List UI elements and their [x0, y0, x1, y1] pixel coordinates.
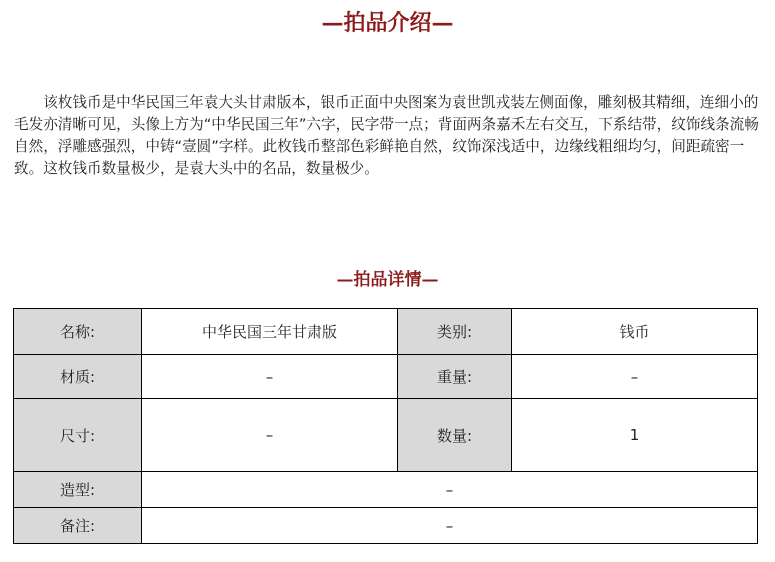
category-value: 钱币 — [512, 309, 758, 355]
section-title-introduction: —拍品介绍— — [321, 10, 454, 36]
weight-value: – — [512, 355, 758, 399]
introduction-paragraph: 该枚钱币是中华民国三年袁大头甘肃版本，银币正面中央图案为袁世凯戎装左侧面像，雕刻极其精细，连细小的毛发亦清晰可见，头像上方为“中华民国三年”六字，民字带一点；背面两条嘉禾左右交互，下系结带，纹饰线条流畅自然，浮雕感强烈，中铸“壹圆”字样。此枚钱币整部色彩鲜艳自然，纹饰深浅适中，边缘线粗细均匀，间距疏密一致。这枚钱币数量极少，是袁大头中的名品，数量极少。 — [14, 94, 759, 177]
note-value: – — [142, 508, 758, 544]
details-table — [13, 308, 758, 544]
table-row — [14, 309, 758, 355]
name-label: 名称: — [14, 309, 142, 355]
quantity-value: 1 — [512, 399, 758, 472]
table-row — [14, 399, 758, 472]
name-value: 中华民国三年甘肃版 — [142, 309, 398, 355]
category-label: 类别: — [398, 309, 512, 355]
note-label: 备注: — [14, 508, 142, 544]
shape-label: 造型: — [14, 472, 142, 508]
table-row — [14, 472, 758, 508]
shape-value: – — [142, 472, 758, 508]
size-value: – — [142, 399, 398, 472]
table-row — [14, 355, 758, 399]
size-label: 尺寸: — [14, 399, 142, 472]
material-value: – — [142, 355, 398, 399]
table-row — [14, 508, 758, 544]
weight-label: 重量: — [398, 355, 512, 399]
section-title-details: —拍品详情— — [336, 270, 439, 290]
material-label: 材质: — [14, 355, 142, 399]
quantity-label: 数量: — [398, 399, 512, 472]
